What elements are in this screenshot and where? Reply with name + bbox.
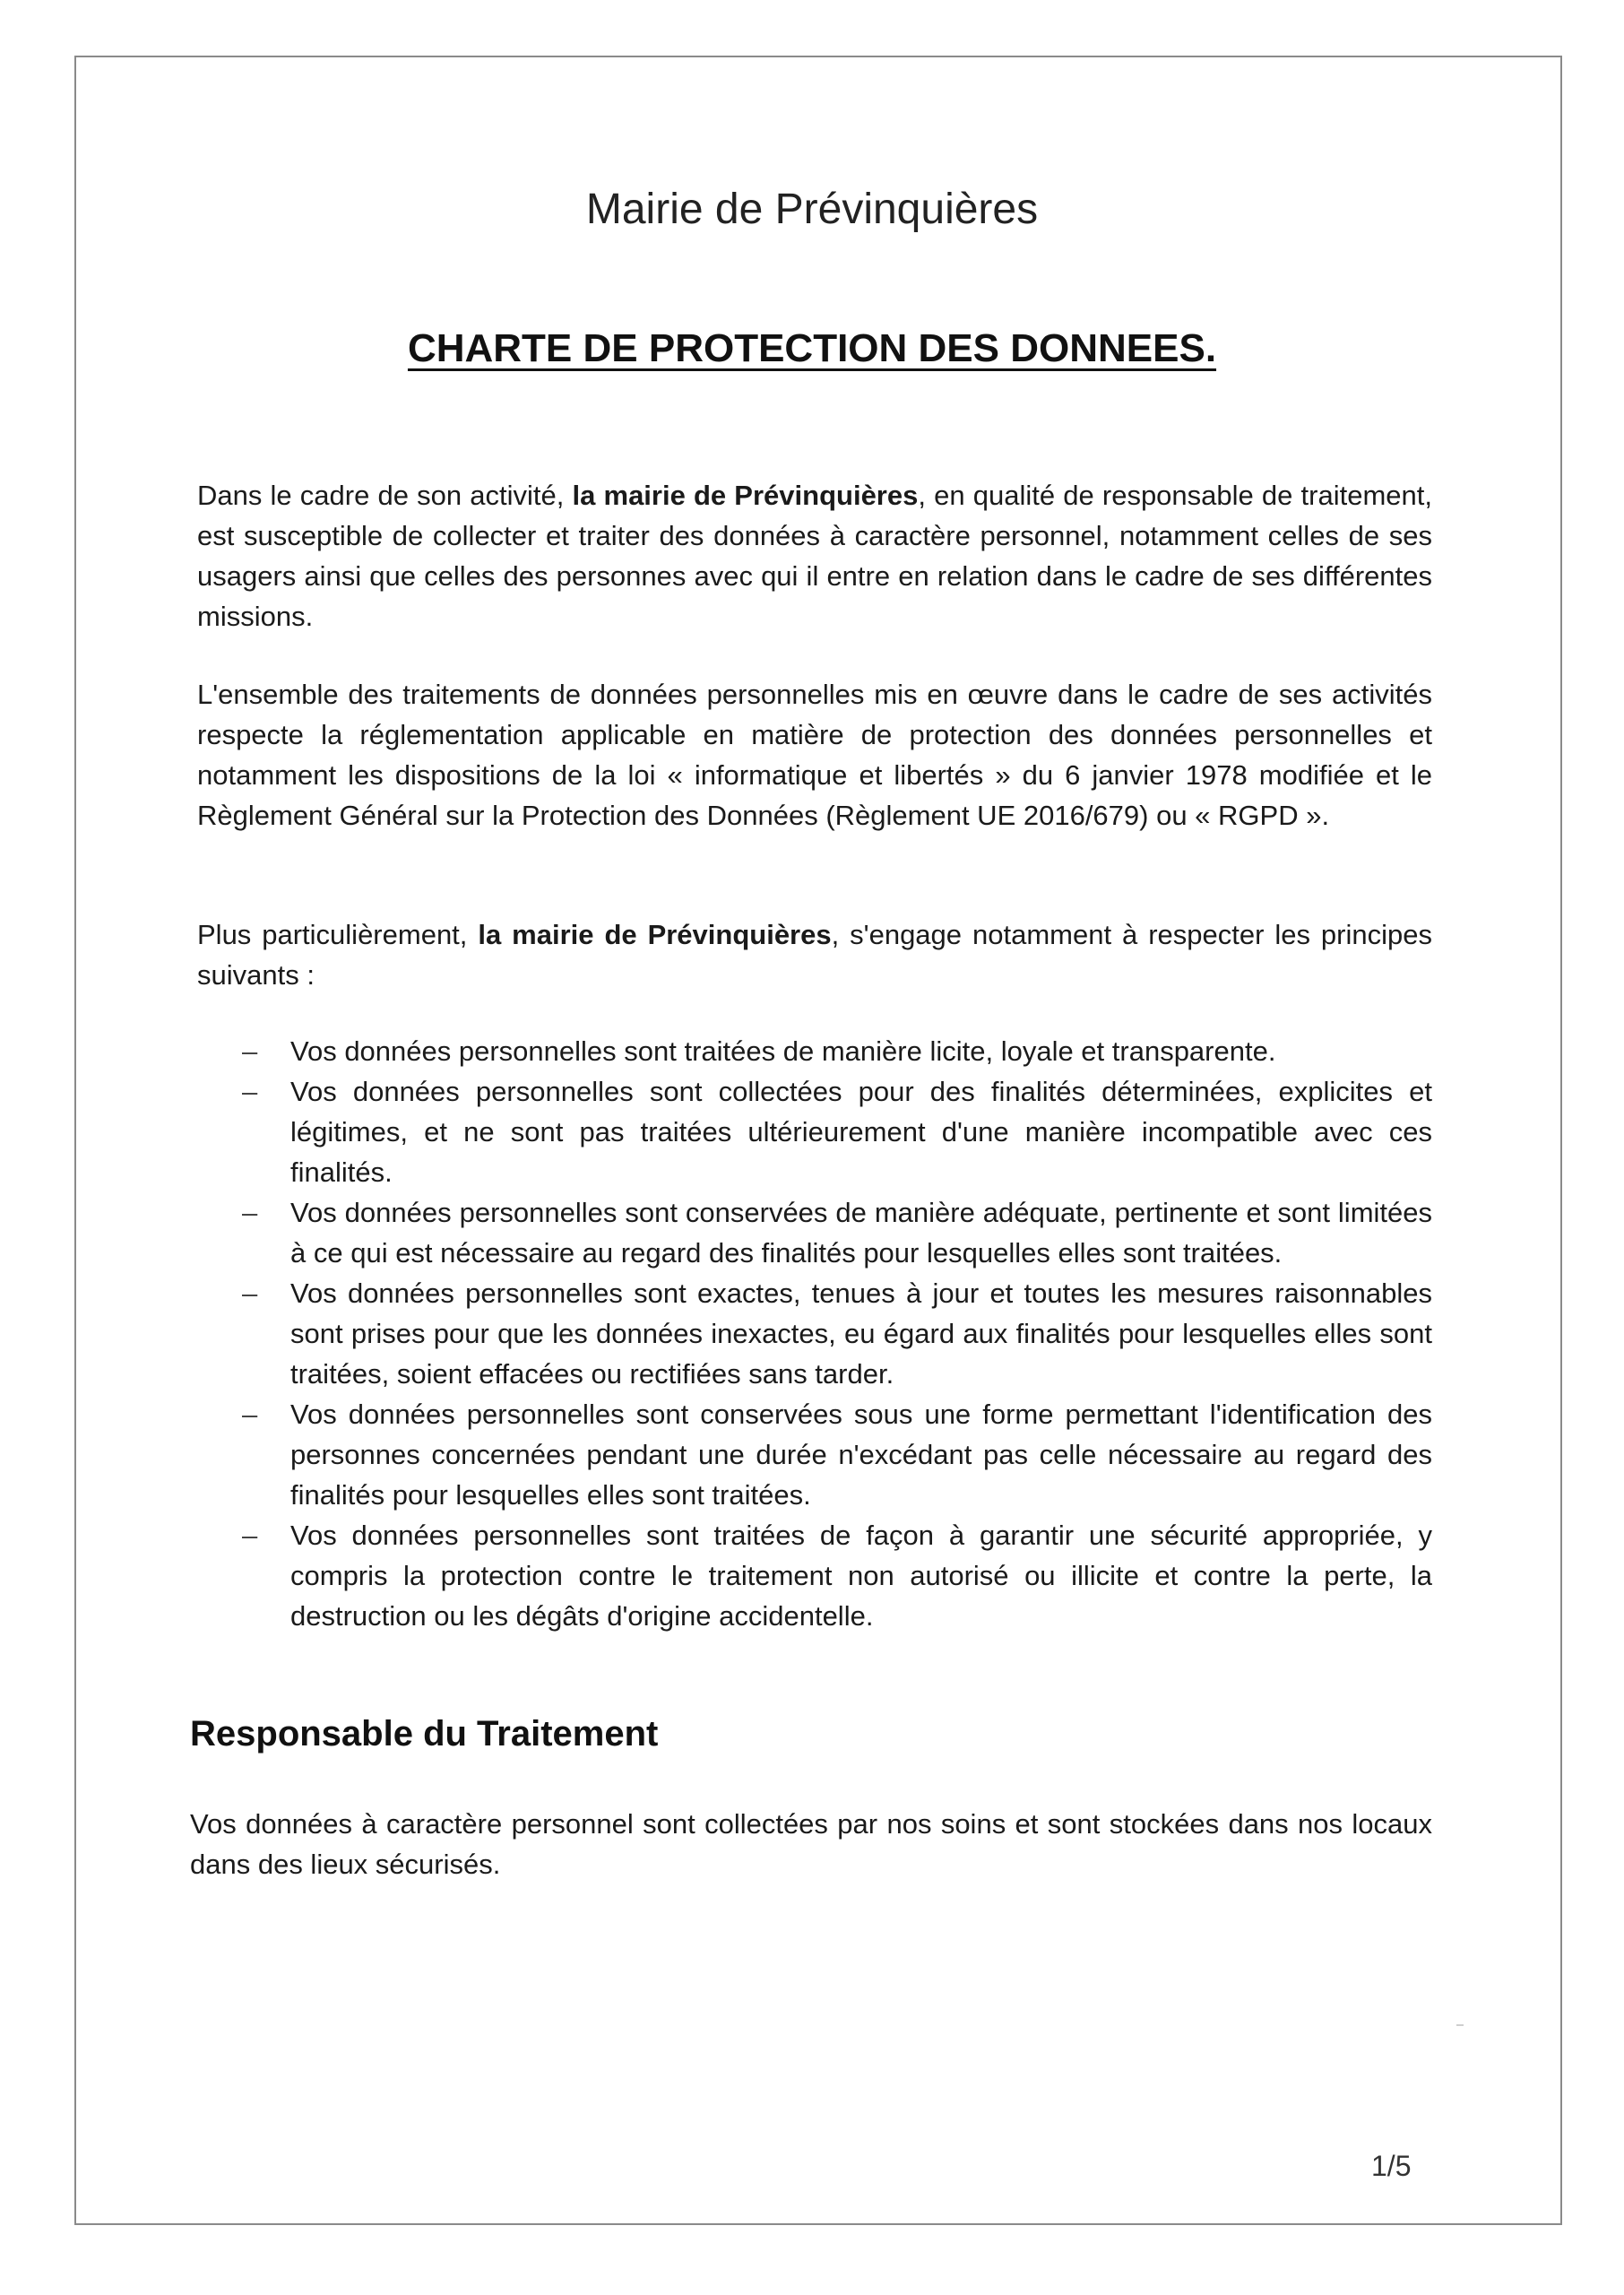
list-item [197, 1031, 1432, 1071]
intro-paragraph-3 [197, 914, 1432, 995]
list-item [197, 1273, 1432, 1394]
intro-p3-after: , s'engage notamment à respecter les principes suivants : [197, 919, 1432, 991]
dash-bullet: – [242, 1076, 258, 1107]
dash-bullet: – [242, 1277, 258, 1309]
page-number: 1/5 [1371, 2150, 1412, 2182]
dash-bullet: – [242, 1197, 258, 1228]
intro-p1-before: Dans le cadre de son activité, [197, 480, 573, 511]
intro-paragraph-2: L'ensemble des traitements de données personnelles mis en œuvre dans le cadre de ses activités respecte la réglementation applicable en matière de protection des données personnelles et notamment les dispositions de la loi « informatique et libertés » du 6 janvier 1978 modifiée et le Règlement Général sur la Protection des Données (Règlement UE 2016/679) ou « RGPD ». [197, 679, 1432, 831]
dash-bullet: – [242, 1399, 258, 1430]
controller-paragraph: Vos données à caractère personnel sont collectées par nos soins et sont stockées dans nos locaux dans des lieux sécurisés. [190, 1808, 1432, 1880]
intro-p1-bold: la mairie de Prévinquières [572, 480, 919, 511]
list-item [197, 1192, 1432, 1273]
controller-heading: Responsable du Traitement [190, 1714, 659, 1754]
list-item-text: Vos données personnelles sont traitées de façon à garantir une sécurité appropriée, y compris la protection contre le traitement non autorisé ou illicite et contre la perte, la destruction ou les dégâts d'origine accidentelle. [290, 1520, 1432, 1632]
intro-paragraph-1 [197, 475, 1432, 637]
list-item [197, 1394, 1432, 1515]
intro-p3-bold: la mairie de Prévinquières [478, 919, 832, 950]
document-title: CHARTE DE PROTECTION DES DONNEES. [407, 326, 1217, 370]
dash-bullet: – [242, 1035, 258, 1067]
list-item-text: Vos données personnelles sont traitées de manière licite, loyale et transparente. [290, 1035, 1276, 1067]
list-item [197, 1071, 1432, 1192]
scan-speck [1456, 2024, 1464, 2026]
list-item-text: Vos données personnelles sont conservées de manière adéquate, pertinente et sont limitées à ce qui est nécessaire au regard des finalités pour lesquelles elles sont traitées. [290, 1197, 1432, 1269]
list-item-text: Vos données personnelles sont exactes, tenues à jour et toutes les mesures raisonnables sont prises pour que les données inexactes, eu égard aux finalités pour lesquelles elles sont traitées, soient effacées ou rectifiées sans tarder. [290, 1277, 1432, 1390]
list-item-text: Vos données personnelles sont collectées pour des finalités déterminées, explicites et légitimes, et ne sont pas traitées ultérieurement d'une manière incompatible avec ces finalités. [290, 1076, 1432, 1188]
intro-p1-after: , en qualité de responsable de traitement, est susceptible de collecter et traiter des données à caractère personnel, notamment celles de ses usagers ainsi que celles des personnes avec qui il entre en relation dans le cadre de ses différentes missions. [197, 480, 1432, 632]
list-item [197, 1515, 1432, 1636]
organization-name: Mairie de Prévinquières [585, 186, 1039, 233]
dash-bullet: – [242, 1520, 258, 1551]
principles-list [197, 1031, 1432, 1636]
list-item-text: Vos données personnelles sont conservées sous une forme permettant l'identification des personnes concernées pendant une durée n'excédant pas celle nécessaire au regard des finalités pour lesquelles elles sont traitées. [290, 1399, 1432, 1511]
intro-p3-before: Plus particulièrement, [197, 919, 479, 950]
